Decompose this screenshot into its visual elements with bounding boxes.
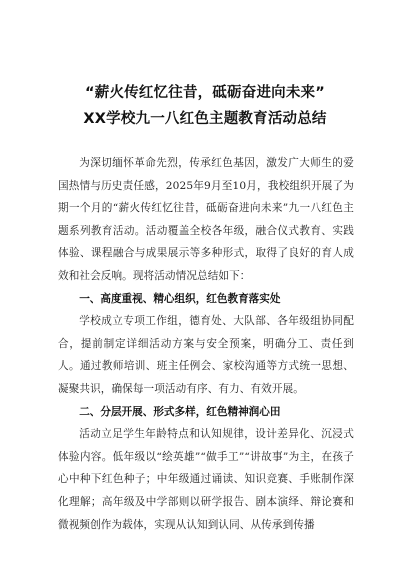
intro-paragraph: 为深切缅怀革命先烈，传承红色基因，激发广大师生的爱国热情与历史责任感，2025年9月至10月，我校组织开展了为期一个月的“薪火传红忆往昔，砥砺奋进向未来”九一八红色主题系列教育活动。活动覆盖全校各年级，融合仪式教育、实践体验、课程融合与成果展示等多种形式，取得了良好的育人成效和社会反响。现将活动情况总结如下： <box>58 157 354 282</box>
title-subject: XX学校九一八红色主题教育活动总结 <box>83 111 327 127</box>
document-body <box>58 152 354 536</box>
section-1-paragraph: 学校成立专项工作组，德育处、大队部、各年级组协同配合，提前制定详细活动方案与安全预案，明确分工、责任到人。通过教师培训、班主任例会、家校沟通等方式统一思想、凝聚共识，确保每一项活动有序、有力、有效开展。 <box>58 315 354 395</box>
title-slogan: “薪火传红忆往昔，砥砺奋进向未来” <box>85 85 325 101</box>
section-2-paragraph: 活动立足学生年龄特点和认知规律，设计差异化、沉浸式体验内容。低年级以“绘英雄”“做手工”“讲故事”为主，在孩子心中种下红色种子；中年级通过诵读、知识竞赛、手账制作深化理解；高年级及中学部则以研学报告、剧本演绎、辩论赛和微视频创作为载体，实现从认知到认同、从传承到传播 <box>58 428 354 531</box>
section-2-heading: 二、分层开展、形式多样，红色精神润心田 <box>79 405 281 418</box>
section-1-heading: 一、高度重视、精心组织，红色教育落实处 <box>79 292 281 305</box>
document-title <box>0 80 410 132</box>
